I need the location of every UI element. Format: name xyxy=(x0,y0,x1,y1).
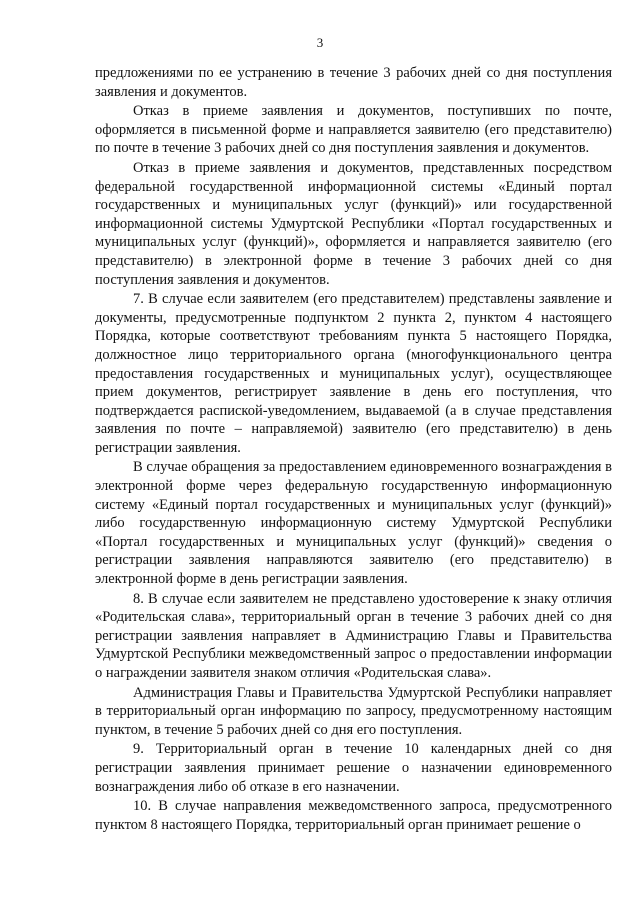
paragraph-item-10: 10. В случае направления межведомственного запроса, предусмотренного пунктом 8 настоящего Порядка, территориальный орган принимает решение о xyxy=(95,798,612,833)
document-body xyxy=(95,64,612,835)
paragraph-item-9: 9. Территориальный орган в течение 10 календарных дней со дня регистрации заявления принимает решение о назначении единовременного вознаграждения либо об отказе в его назначении. xyxy=(95,741,612,795)
paragraph-administration-response: Администрация Главы и Правительства Удмуртской Республики направляет в территориальный орган информацию по запросу, предусмотренному настоящим пунктом, в течение 5 рабочих дней со дня его поступления. xyxy=(95,684,612,738)
paragraph-item-7: 7. В случае если заявителем (его представителем) представлены заявление и документы, предусмотренные подпунктом 2 пункта 2, пунктом 4 настоящего Порядка, которые соответствуют требованиям пункта 5 настоящего Порядка, должностное лицо территориального органа (многофункционального центра предоставления государственных и муниципальных услуг), осуществляющее прием документов, регистрирует заявление в день его поступления, что подтверждается распиской-уведомлением, выдаваемой (а в случае представления заявления по почте – направляемой) заявителю (его представителю) в день регистрации заявления. xyxy=(95,291,612,456)
page-number: 3 xyxy=(316,35,324,50)
paragraph-continuation: предложениями по ее устранению в течение 3 рабочих дней со дня поступления заявления и документов. xyxy=(95,65,612,100)
paragraph-item-8: 8. В случае если заявителем не представлено удостоверение к знаку отличия «Родительская слава», территориальный орган в течение 3 рабочих дней со дня регистрации заявления направляет в Администрацию Главы и Правительства Удмуртской Республики межведомственный запрос о предоставлении информации о награждении заявителя знаком отличия «Родительская слава». xyxy=(95,590,612,681)
paragraph-electronic-registration: В случае обращения за предоставлением единовременного вознаграждения в электронной форме через федеральную государственную информационную систему «Единый портал государственных и муниципальных услуг (функций)» либо государственную информационную систему Удмуртской Республики «Портал государственных и муниципальных услуг (функций)» сведения о регистрации заявления направляются заявителю (его представителю) в электронной форме в день регистрации заявления. xyxy=(95,459,612,588)
paragraph-postal-refusal: Отказ в приеме заявления и документов, поступивших по почте, оформляется в письменной форме и направляется заявителю (его представителю) по почте в течение 3 рабочих дней со дня поступления заявления и документов. xyxy=(95,103,612,157)
paragraph-electronic-refusal: Отказ в приеме заявления и документов, представленных посредством федеральной государственной информационной системы «Единый портал государственных и муниципальных услуг (функций)» или государственной информационной системы Удмуртской Республики «Портал государственных и муниципальных услуг (функций)», оформляется и направляется заявителю (его представителю) в электронной форме в течение 3 рабочих дней со дня поступления заявления и документов. xyxy=(95,159,612,288)
